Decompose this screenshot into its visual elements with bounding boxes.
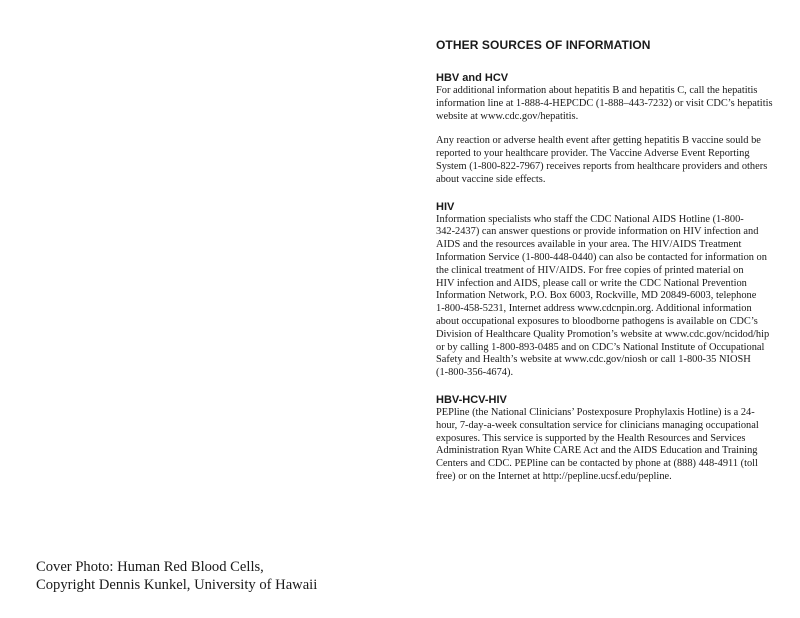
text-line: reported to your healthcare provider. The Vaccine Adverse Event Reporting — [436, 148, 750, 160]
text-line: 1-800-458-5231, Internet address www.cdcnpin.org. Additional information — [436, 303, 752, 315]
text-line: the clinical treatment of HIV/AIDS. For free copies of printed material on — [436, 264, 744, 276]
cover-credit-line: Cover Photo: Human Red Blood Cells, — [36, 559, 264, 575]
section-hiv — [436, 201, 776, 380]
text-line: exposures. This service is supported by the Health Resources and Services — [436, 432, 746, 444]
text-line: System (1-800-822-7967) receives reports from healthcare providers and others — [436, 160, 768, 172]
section-heading-hbv-hcv-hiv: HBV-HCV-HIV — [436, 393, 507, 406]
text-line: Centers and CDC. PEPline can be contacted by phone at (888) 448-4911 (toll — [436, 458, 758, 470]
pepline-paragraph — [436, 407, 776, 484]
text-line: Information Service (1-800-448-0440) can also be contacted for information on — [436, 251, 767, 263]
section-hbv-hcv-hiv — [436, 394, 776, 484]
section-heading-hiv: HIV — [436, 200, 455, 213]
section-heading-hbv-hcv: HBV and HCV — [436, 72, 509, 84]
text-line: Information specialists who staff the CDC National AIDS Hotline (1-800- — [436, 213, 744, 225]
text-line: free) or on the Internet at http://pepline.ucsf.edu/pepline. — [436, 470, 672, 482]
text-line: Administration Ryan White CARE Act and the AIDS Education and Training — [436, 445, 758, 457]
text-line: Division of Healthcare Quality Promotion’s website at www.cdc.gov/ncidod/hip — [436, 328, 770, 340]
text-line: about occupational exposures to bloodborne pathogens is available on CDC’s — [436, 315, 758, 327]
text-line: (1-800-356-4674). — [436, 367, 514, 379]
text-line: 342-2437) can answer questions or provide information on HIV infection and — [436, 226, 759, 238]
text-line: or by calling 1-800-893-0485 and on CDC’s National Institute of Occupational — [436, 341, 765, 353]
section-hbv-hcv — [436, 72, 776, 187]
text-line: website at www.cdc.gov/hepatitis. — [436, 110, 579, 122]
hbv-hcv-hotline-paragraph — [436, 85, 776, 123]
page-title: OTHER SOURCES OF INFORMATION — [436, 38, 651, 52]
text-line: information line at 1-888-4-HEPCDC (1-888–443-7232) or visit CDC’s hepatitis — [436, 97, 773, 109]
text-line: Any reaction or adverse health event after getting hepatitis B vaccine sould be — [436, 135, 761, 147]
text-line: Information Network, P.O. Box 6003, Rockville, MD 20849-6003, telephone — [436, 290, 757, 302]
text-line: PEPline (the National Clinicians’ Postexposure Prophylaxis Hotline) is a 24- — [436, 406, 755, 418]
text-line: HIV infection and AIDS, please call or write the CDC National Prevention — [436, 277, 747, 289]
text-line: hour, 7-day-a-week consultation service for clinicians managing occupational — [436, 419, 759, 431]
text-line: Safety and Health’s website at www.cdc.gov/niosh or call 1-800-35 NIOSH — [436, 354, 751, 366]
vaccine-reporting-paragraph — [436, 135, 776, 186]
info-column — [436, 38, 776, 484]
text-line: AIDS and the resources available in your area. The HIV/AIDS Treatment — [436, 239, 742, 251]
hiv-information-paragraph — [436, 214, 776, 380]
text-line: For additional information about hepatitis B and hepatitis C, call the hepatitis — [436, 85, 758, 96]
cover-photo-credit — [36, 558, 317, 594]
text-line: about vaccine side effects. — [436, 173, 546, 185]
cover-credit-line: Copyright Dennis Kunkel, University of Hawaii — [36, 577, 318, 593]
